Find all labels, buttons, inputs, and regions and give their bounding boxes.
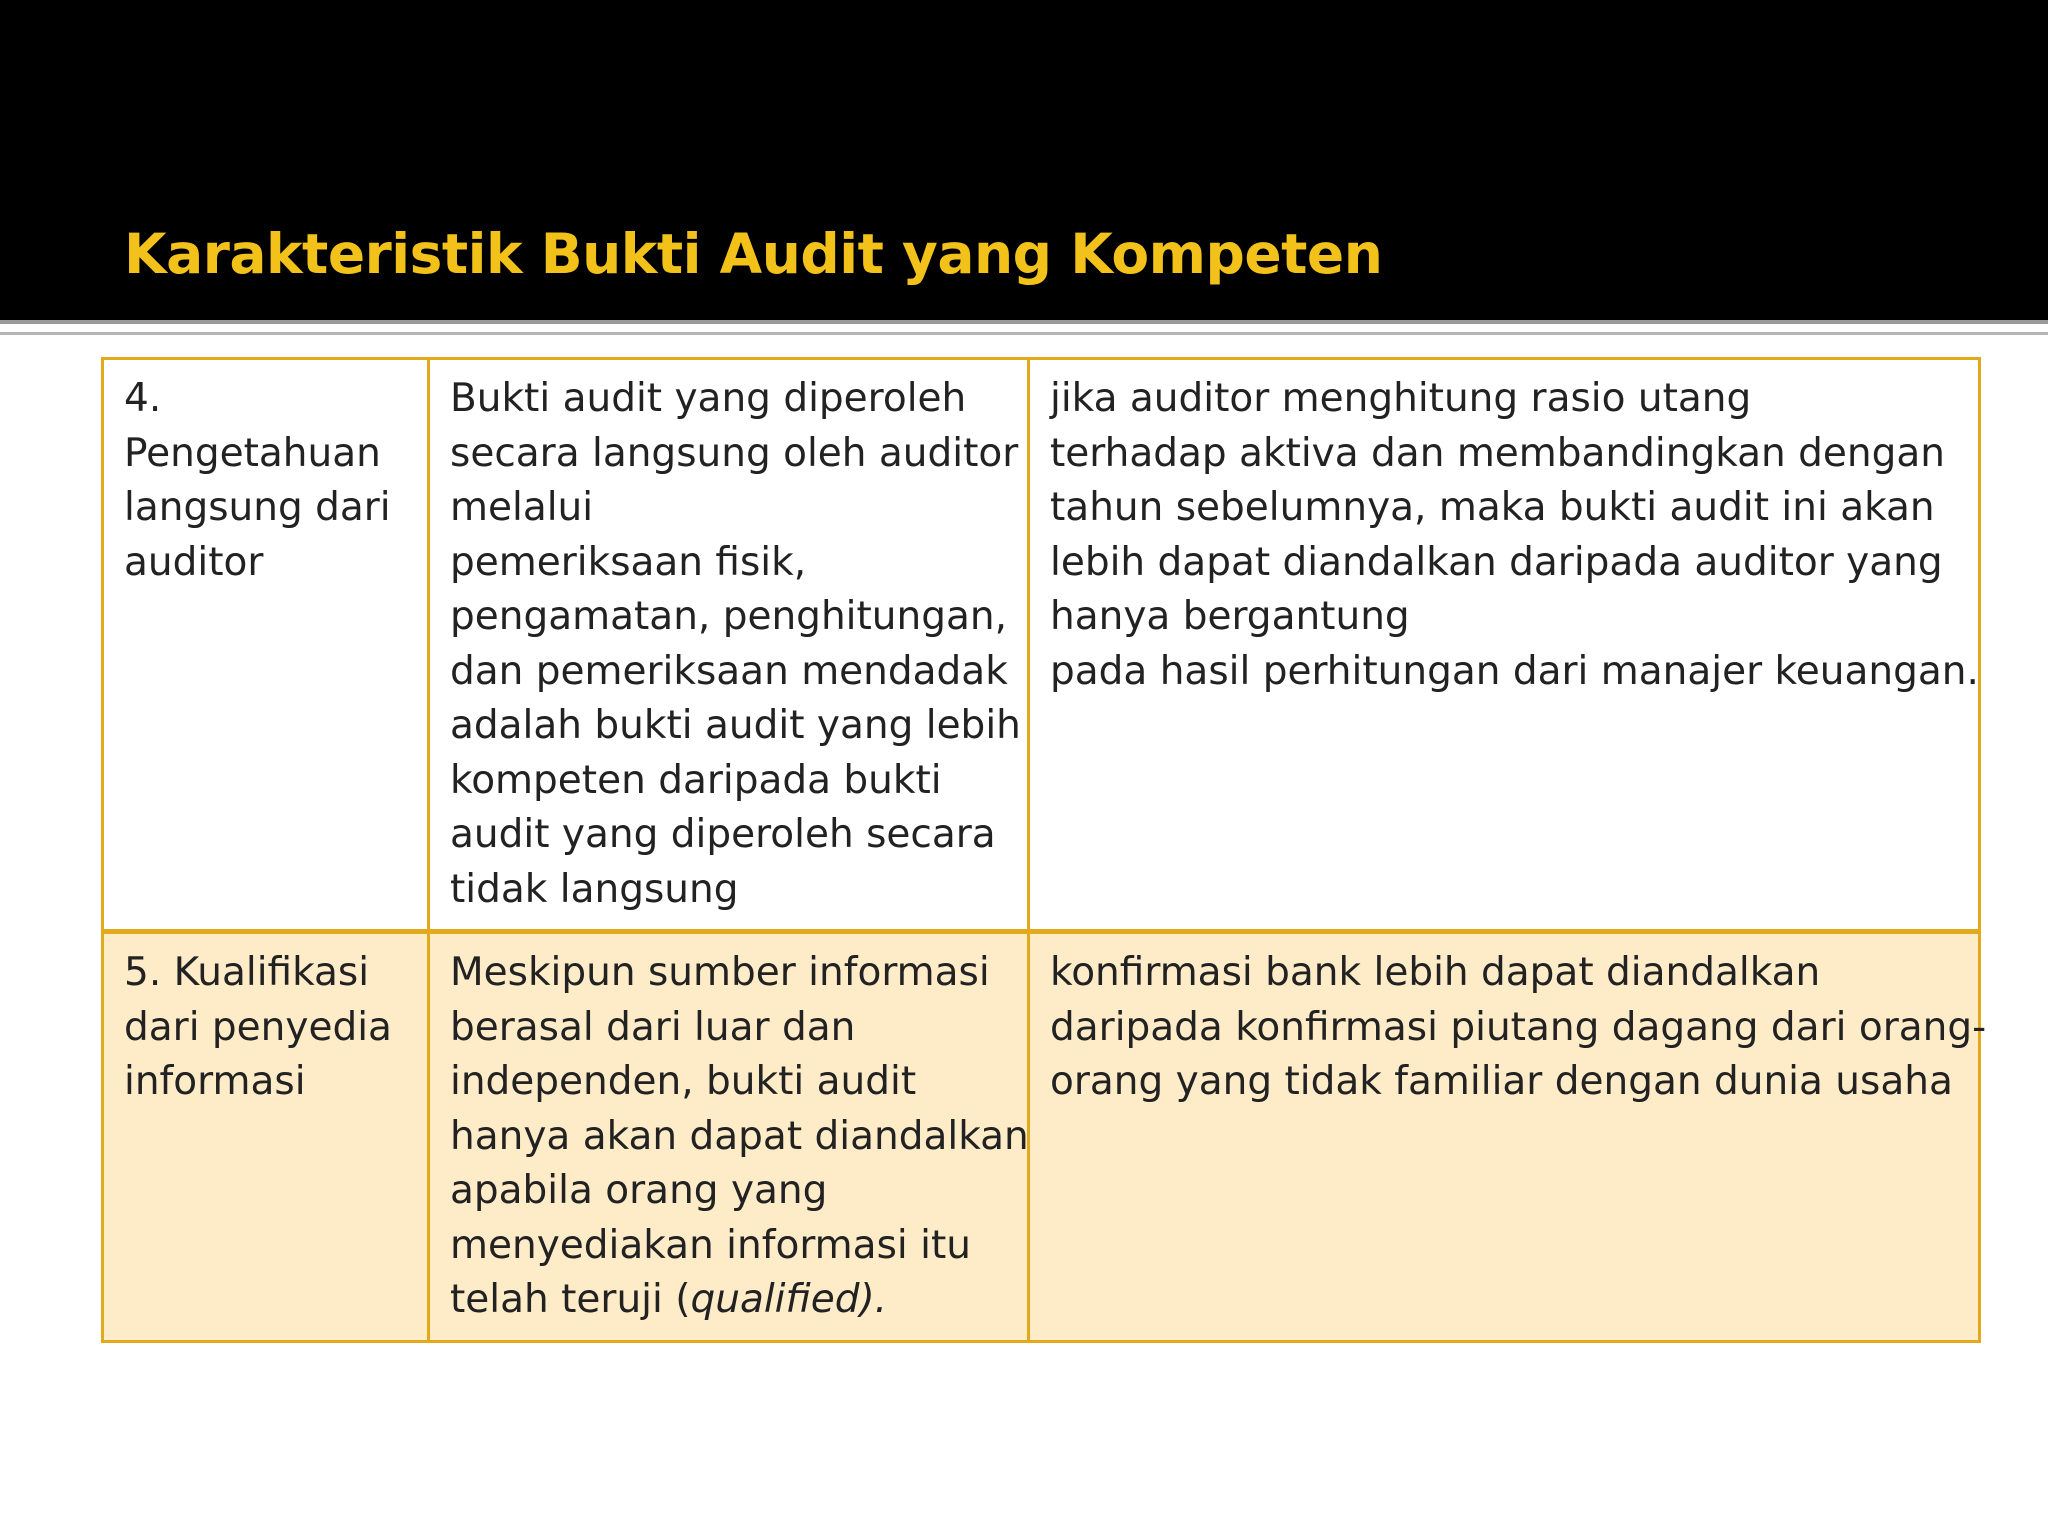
text-line: melalui xyxy=(450,485,594,530)
text-line: tidak langsung xyxy=(450,866,739,912)
header-divider-thin xyxy=(0,332,2048,335)
text-line: tahun sebelumnya, maka bukti audit ini akan xyxy=(1050,485,1935,530)
text-line: berasal dari luar dan xyxy=(450,1004,856,1050)
text-line: audit yang diperoleh secara xyxy=(450,812,996,857)
slide-header xyxy=(0,0,2048,320)
table-row xyxy=(103,359,1980,932)
text-line: pengamatan, penghitungan, xyxy=(450,594,1007,639)
text-line: independen, bukti audit xyxy=(450,1059,917,1104)
text-line: 5. Kualifikasi xyxy=(124,950,370,995)
text-line: informasi xyxy=(124,1059,306,1104)
italic-term: qualified). xyxy=(690,1277,888,1322)
text-line: Meskipun sumber informasi xyxy=(450,950,990,995)
text-line: apabila orang yang xyxy=(450,1168,828,1213)
text-line: adalah bukti audit yang lebih xyxy=(450,703,1021,748)
text-line: langsung dari xyxy=(124,485,391,530)
text-line: Pengetahuan xyxy=(124,430,381,476)
text-line: 4. xyxy=(124,376,162,421)
text-line: daripada konfirmasi piutang dagang dari orang- xyxy=(1050,1004,1987,1050)
text-fragment: telah teruji ( xyxy=(450,1277,691,1322)
example-cell xyxy=(1029,359,1980,932)
text-line: konfirmasi bank lebih dapat diandalkan xyxy=(1050,950,1821,995)
text-line: dari penyedia xyxy=(124,1004,392,1050)
criterion-cell xyxy=(103,932,429,1342)
text-line: dan pemeriksaan mendadak xyxy=(450,648,1008,694)
audit-evidence-table xyxy=(101,357,1987,1343)
text-line: hanya akan dapat diandalkan xyxy=(450,1113,1029,1159)
description-cell xyxy=(429,932,1029,1342)
description-cell xyxy=(429,359,1029,932)
text-line: pada hasil perhitungan dari manajer keuangan. xyxy=(1050,648,1979,694)
header-divider xyxy=(0,320,2048,324)
table-row xyxy=(103,932,1980,1342)
text-line: pemeriksaan fisik, xyxy=(450,539,807,585)
text-line: auditor xyxy=(124,539,264,585)
text-line: orang yang tidak familiar dengan dunia usaha xyxy=(1050,1059,1953,1104)
text-line: menyediakan informasi itu xyxy=(450,1222,971,1268)
text-line: terhadap aktiva dan membandingkan dengan xyxy=(1050,430,1945,476)
criterion-cell xyxy=(103,359,429,932)
text-line: hanya bergantung xyxy=(1050,594,1410,639)
text-line: secara langsung oleh auditor xyxy=(450,430,1019,476)
slide-title: Karakteristik Bukti Audit yang Kompeten xyxy=(124,222,1383,286)
text-line: jika auditor menghitung rasio utang xyxy=(1050,376,1752,421)
text-line: lebih dapat diandalkan daripada auditor yang xyxy=(1050,539,1943,585)
text-line: Bukti audit yang diperoleh xyxy=(450,376,967,421)
text-line xyxy=(450,1273,1007,1328)
example-cell xyxy=(1029,932,1987,1342)
text-line: kompeten daripada bukti xyxy=(450,757,942,803)
